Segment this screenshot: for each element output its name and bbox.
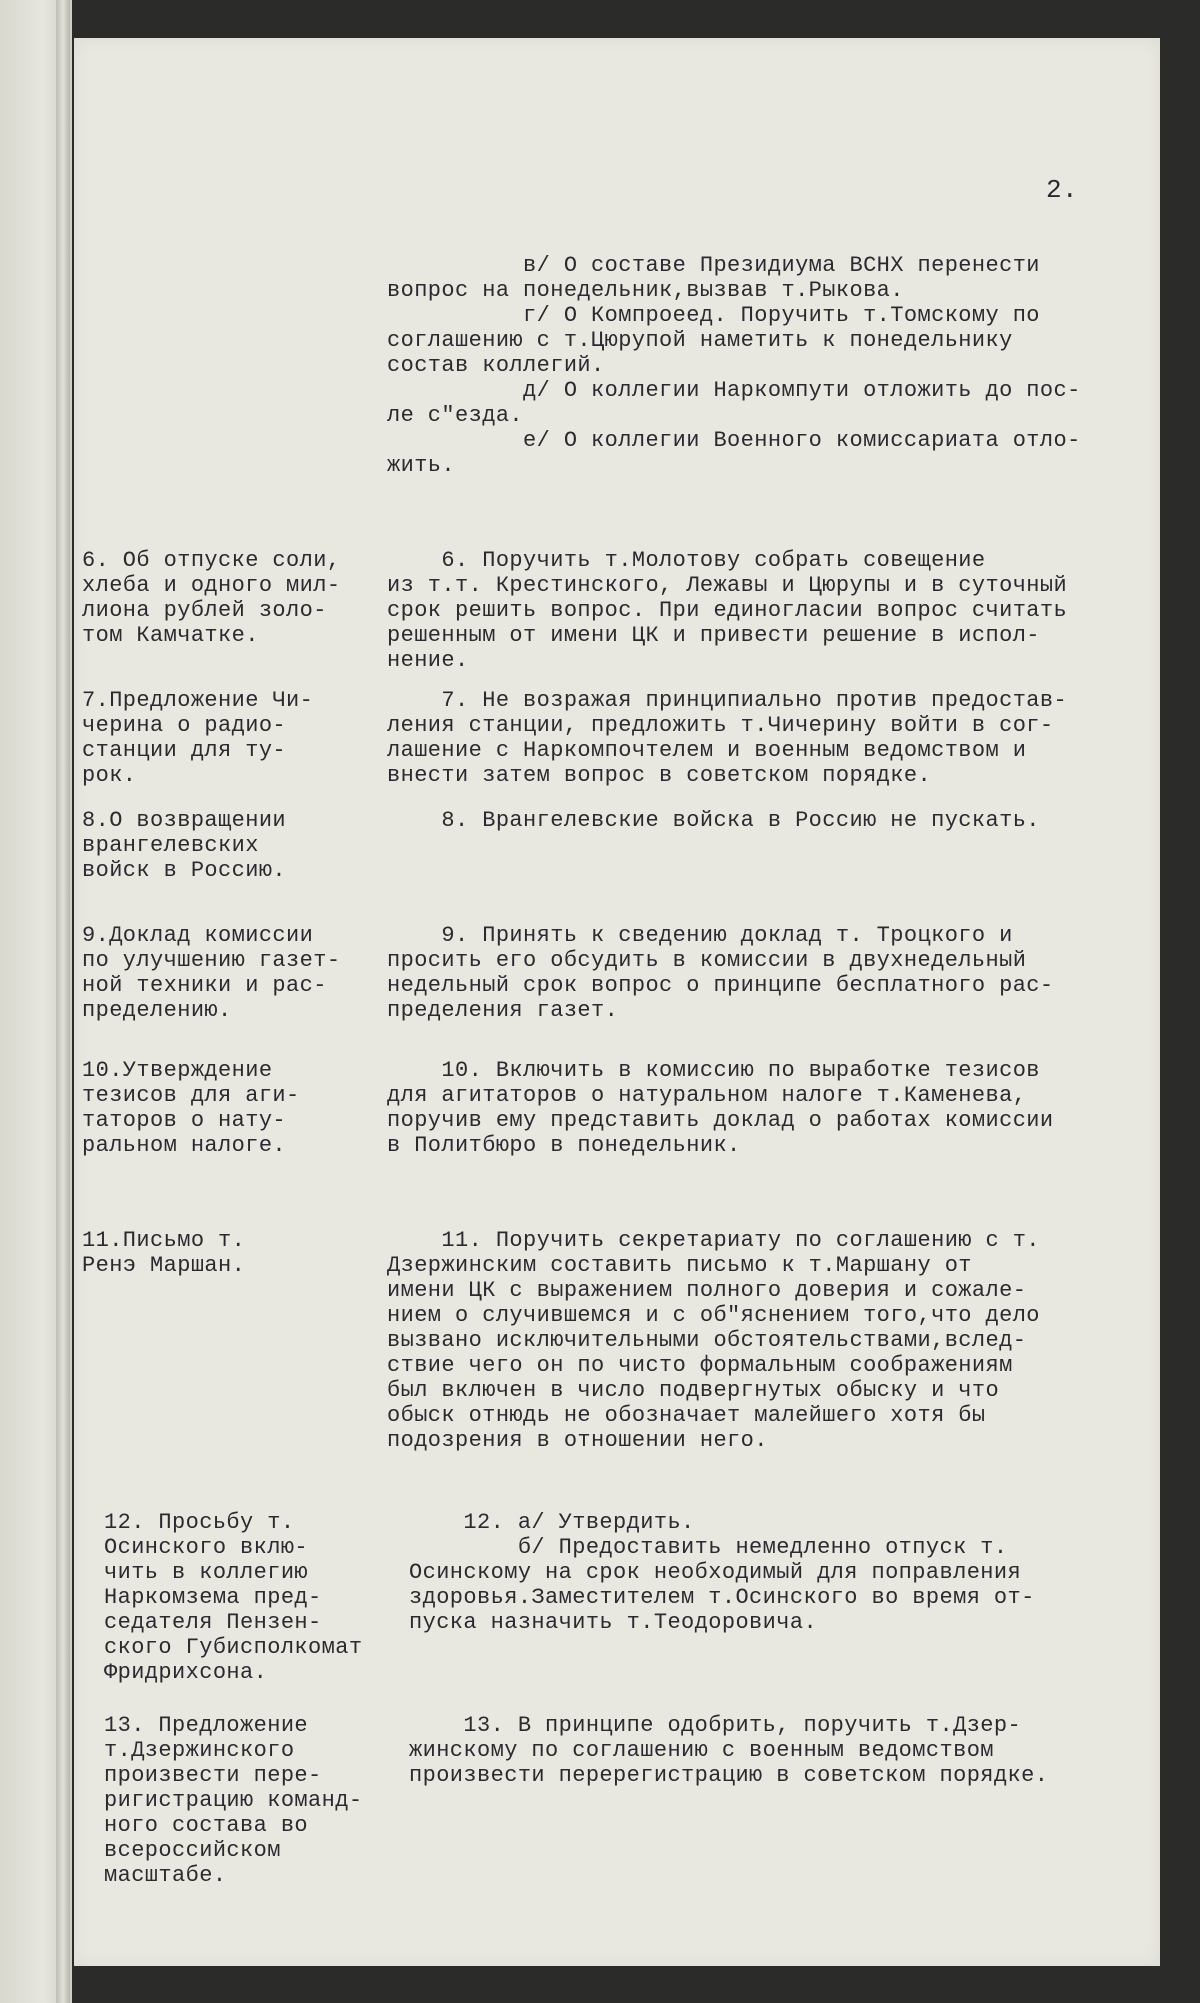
intro-line: в/ О составе Президиума ВСНХ перенести xyxy=(387,253,1040,278)
decision-line: 9. Принять к сведению доклад т. Троцкого и xyxy=(387,923,1013,948)
intro-line: г/ О Компроеед. Поручить т.Томскому по xyxy=(387,303,1040,328)
topic-line: Осинского вклю- xyxy=(104,1535,309,1560)
topic-line: т.Дзержинского xyxy=(104,1738,295,1763)
decision-line: Осинскому на срок необходимый для поправления xyxy=(409,1560,1022,1585)
topic-line: станции для ту- xyxy=(82,738,287,763)
topic-line: 9.Доклад комиссии xyxy=(82,923,314,948)
decision-line: был включен в число подвергнутых обыску и что xyxy=(387,1378,1000,1403)
topic-line: рок. xyxy=(82,763,137,788)
decision-line: из т.т. Крестинского, Лежавы и Цюрупы и в суточный xyxy=(387,573,1068,598)
decision-line: произвести перерегистрацию в советском порядке. xyxy=(409,1763,1049,1788)
decision-line: в Политбюро в понедельник. xyxy=(387,1133,741,1158)
topic-line: 8.О возвращении xyxy=(82,808,287,833)
decision-line: Дзержинским составить письмо к т.Маршану от xyxy=(387,1253,972,1278)
decision-line: нение. xyxy=(387,648,469,673)
decision-line: подозрения в отношении него. xyxy=(387,1428,768,1453)
intro-line: е/ О коллегии Военного комиссариата отло- xyxy=(387,428,1081,453)
decision-line: пуска назначить т.Теодоровича. xyxy=(409,1610,818,1635)
topic-line: масштабе. xyxy=(104,1863,227,1888)
topic-line: чить в коллегию xyxy=(104,1560,309,1585)
intro-line: состав коллегий. xyxy=(387,353,605,378)
decision-line: недельный срок вопрос о принципе бесплатного рас- xyxy=(387,973,1054,998)
topic-line: седателя Пензен- xyxy=(104,1610,322,1635)
topic-line: Фридрихсона. xyxy=(104,1660,268,1685)
intro-line: вопрос на понедельник,вызвав т.Рыкова. xyxy=(387,278,904,303)
decision-line: 7. Не возражая принципиально против предостав- xyxy=(387,688,1068,713)
topic-line: хлеба и одного мил- xyxy=(82,573,341,598)
decision-line: поручив ему представить доклад о работах комиссии xyxy=(387,1108,1054,1133)
topic-line: 12. Просьбу т. xyxy=(104,1510,295,1535)
topic-line: ского Губисполкомат xyxy=(104,1635,363,1660)
topic-line: 10.Утверждение xyxy=(82,1058,273,1083)
decision-line: 13. В принципе одобрить, поручить т.Дзер- xyxy=(409,1713,1022,1738)
topic-line: том Камчатке. xyxy=(82,623,259,648)
topic-line: 7.Предложение Чи- xyxy=(82,688,314,713)
decision-line: лашение с Наркомпочтелем и военным ведомством и xyxy=(387,738,1027,763)
topic-line: врангелевских xyxy=(82,833,259,858)
decision-line: внести затем вопрос в советском порядке. xyxy=(387,763,932,788)
intro-line: ле с"езда. xyxy=(387,403,524,428)
topic-line: Ренэ Маршан. xyxy=(82,1253,246,1278)
decision-line: решенным от имени ЦК и привести решение в испол- xyxy=(387,623,1040,648)
topic-line: ригистрацию команд- xyxy=(104,1788,363,1813)
decision-line: 8. Врангелевские войска в Россию не пускать. xyxy=(387,808,1040,833)
decision-line: пределения газет. xyxy=(387,998,619,1023)
decision-line: нием о случившемся и с об"яснением того,что дело xyxy=(387,1303,1040,1328)
topic-line: ной техники и рас- xyxy=(82,973,327,998)
decision-line: 10. Включить в комиссию по выработке тезисов xyxy=(387,1058,1040,1083)
topic-line: ральном налоге. xyxy=(82,1133,287,1158)
decision-line: ствие чего он по чисто формальным соображениям xyxy=(387,1353,1013,1378)
decision-line: для агитаторов о натуральном налоге т.Каменева, xyxy=(387,1083,1027,1108)
decision-line: просить его обсудить в комиссии в двухнедельный xyxy=(387,948,1027,973)
book-binding xyxy=(56,0,70,2003)
topic-line: 6. Об отпуске соли, xyxy=(82,548,341,573)
topic-line: по улучшению газет- xyxy=(82,948,341,973)
decision-line: обыск отнюдь не обозначает малейшего хотя бы xyxy=(387,1403,986,1428)
topic-line: черина о радио- xyxy=(82,713,287,738)
topic-line: ного состава во xyxy=(104,1813,309,1838)
decision-line: здоровья.Заместителем т.Осинского во время от- xyxy=(409,1585,1035,1610)
intro-line: соглашению с т.Цюрупой наметить к понедельнику xyxy=(387,328,1013,353)
intro-line: жить. xyxy=(387,453,456,478)
topic-line: всероссийском xyxy=(104,1838,281,1863)
page-number: 2. xyxy=(1046,175,1079,205)
decision-line: 12. а/ Утвердить. xyxy=(409,1510,695,1535)
decision-line: 6. Поручить т.Молотову собрать совещение xyxy=(387,548,986,573)
topic-line: таторов о нату- xyxy=(82,1108,287,1133)
topic-line: 11.Письмо т. xyxy=(82,1228,246,1253)
decision-line: вызвано исключительными обстоятельствами,вслед- xyxy=(387,1328,1027,1353)
topic-line: Наркомзема пред- xyxy=(104,1585,322,1610)
document-page xyxy=(74,38,1160,1966)
decision-line: срок решить вопрос. При единогласии вопрос считать xyxy=(387,598,1068,623)
decision-line: б/ Предоставить немедленно отпуск т. xyxy=(409,1535,1008,1560)
topic-line: произвести пере- xyxy=(104,1763,322,1788)
topic-line: войск в Россию. xyxy=(82,858,287,883)
intro-line: д/ О коллегии Наркомпути отложить до пос- xyxy=(387,378,1081,403)
topic-line: лиона рублей золо- xyxy=(82,598,327,623)
decision-line: имени ЦК с выражением полного доверия и сожале- xyxy=(387,1278,1027,1303)
topic-line: 13. Предложение xyxy=(104,1713,309,1738)
topic-line: пределению. xyxy=(82,998,232,1023)
decision-line: жинскому по соглашению с военным ведомством xyxy=(409,1738,994,1763)
decision-line: ления станции, предложить т.Чичерину войти в сог- xyxy=(387,713,1054,738)
decision-line: 11. Поручить секретариату по соглашению с т. xyxy=(387,1228,1040,1253)
topic-line: тезисов для аги- xyxy=(82,1083,300,1108)
